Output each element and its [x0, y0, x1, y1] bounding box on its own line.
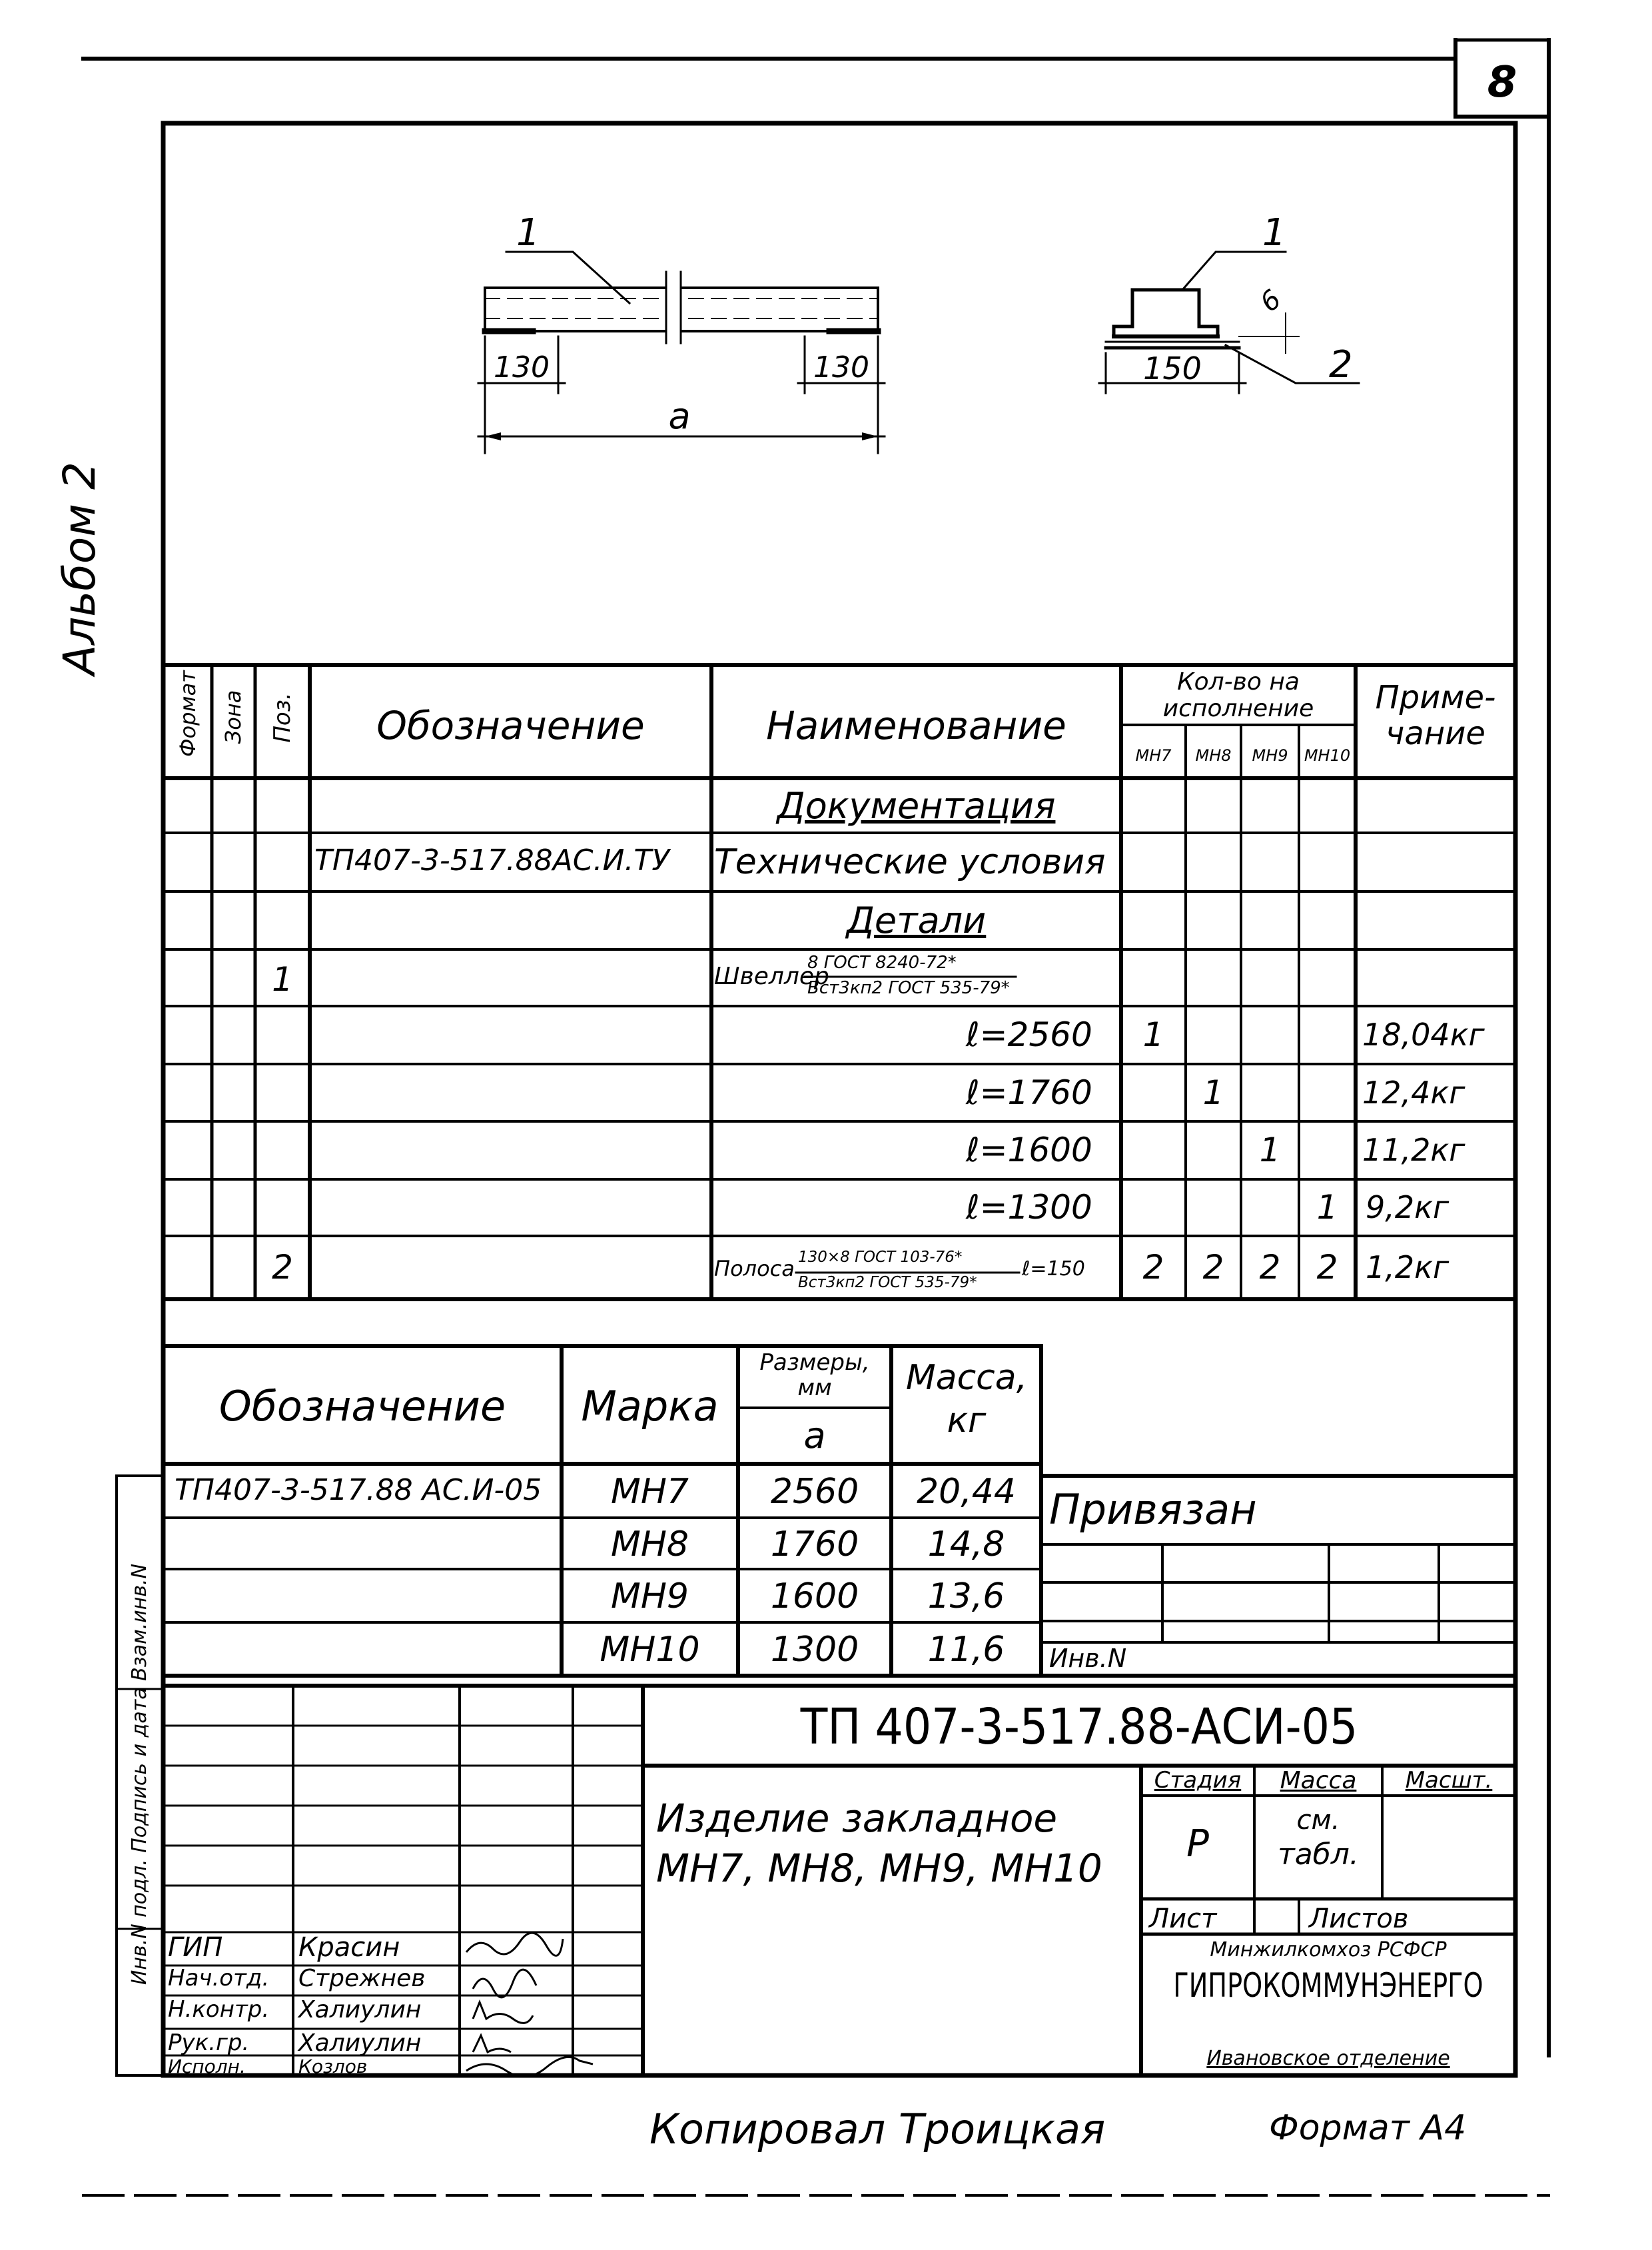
marks-header-size-sub: a	[803, 1414, 826, 1456]
scale-label: Масшт.	[1405, 1767, 1493, 1794]
spec-row-1-name: Технические условия	[714, 842, 1106, 882]
org-line1: Минжилкомхоз РСФСР	[1210, 1938, 1447, 1962]
privyazan-label: Привязан	[1049, 1485, 1257, 1534]
marks-header-mark: Марка	[581, 1382, 719, 1430]
spec-header-qty-group: Кол-во на исполнение	[1162, 668, 1314, 722]
spec-row-8-q4: 2	[1316, 1248, 1338, 1287]
spec-row-8-q1: 2	[1142, 1248, 1164, 1287]
marks-row-2-mass: 13,6	[927, 1576, 1005, 1616]
sheet-label: Лист	[1149, 1904, 1217, 1934]
spec-header-note: Приме-чание	[1375, 679, 1496, 752]
sheet-number: 8	[1487, 58, 1517, 107]
signer-2-name: Халиулин	[298, 1996, 422, 2023]
spec-row-3-name-den: Вст3кп2 ГОСТ 535-79*	[807, 978, 1010, 998]
spec-header-qty-mn8: МН8	[1195, 746, 1232, 765]
copied-by: Копировал Троицкая	[649, 2105, 1106, 2153]
marks-row-3-a: 1300	[770, 1630, 859, 1670]
weld-symbol: 6	[1254, 284, 1288, 318]
left-view-dim-right: 130	[813, 350, 869, 384]
marks-header-designation: Обозначение	[218, 1382, 506, 1430]
left-view-dim-left: 130	[494, 350, 550, 384]
marks-header-mass: Масса, кг	[905, 1358, 1028, 1440]
marks-row-0-a: 2560	[770, 1472, 859, 1512]
org-line3: Ивановское отделение	[1206, 2047, 1450, 2070]
spec-row-7-name: ℓ=1300	[966, 1188, 1092, 1227]
marks-row-0-mark: МН7	[610, 1472, 689, 1512]
spec-row-8-q3: 2	[1259, 1248, 1281, 1287]
inv-label: Инв.N	[1049, 1644, 1127, 1673]
marks-row-2-a: 1600	[770, 1576, 859, 1616]
signer-1-role: Нач.отд.	[168, 1965, 270, 1991]
marks-row-1-mass: 14,8	[927, 1524, 1005, 1564]
spec-row-8-pos: 2	[272, 1248, 293, 1287]
marks-row-2-mark: МН9	[610, 1576, 689, 1616]
spec-row-8-q2: 2	[1202, 1248, 1224, 1287]
doc-code: ТП 407-3-517.88-АСИ-05	[800, 1698, 1358, 1756]
signer-4-name: Козлов	[298, 2055, 368, 2077]
spec-header-qty-mn10: МН10	[1304, 746, 1351, 765]
spec-header-pos: Поз.	[269, 692, 296, 743]
left-view-dim-total: a	[668, 395, 691, 437]
mass-value-1: см.	[1296, 1805, 1340, 1836]
signer-3-name: Халиулин	[298, 2029, 422, 2057]
format-label: Формат А4	[1269, 2108, 1467, 2148]
spec-row-8-name: Полоса	[714, 1256, 795, 1281]
spec-row-6-name: ℓ=1600	[966, 1131, 1092, 1169]
doc-title-line1: Изделие закладное	[656, 1796, 1058, 1841]
signer-3-role: Рук.гр.	[168, 2029, 250, 2056]
spec-row-4-note: 18,04кг	[1362, 1017, 1485, 1053]
marks-row-1-a: 1760	[770, 1524, 859, 1564]
marks-row-3-mass: 11,6	[927, 1630, 1005, 1670]
marks-header-size: Размеры, мм	[759, 1349, 870, 1401]
right-view-dim-width: 150	[1143, 350, 1202, 386]
spec-row-7-q4: 1	[1316, 1188, 1338, 1227]
spec-row-5-q2: 1	[1202, 1073, 1224, 1112]
marks-row-1-mark: МН8	[610, 1524, 689, 1564]
album-label: Альбом 2	[54, 461, 105, 676]
stage-label: Стадия	[1154, 1767, 1242, 1794]
spec-row-8-name-den: Вст3кп2 ГОСТ 535-79*	[798, 1274, 977, 1291]
signer-0-role: ГИП	[168, 1932, 223, 1963]
spec-header-format: Формат	[175, 670, 201, 757]
spec-row-3-name-num: 8 ГОСТ 8240-72*	[807, 953, 957, 973]
mass-label: Масса	[1280, 1767, 1357, 1794]
signer-2-role: Н.контр.	[168, 1996, 270, 2023]
right-view-pos-label-top: 1	[1262, 211, 1286, 255]
spec-row-0-name: Документация	[777, 785, 1056, 827]
spec-header-designation: Обозначение	[376, 703, 645, 748]
spec-header-qty-mn9: МН9	[1252, 746, 1288, 765]
marks-row-0-mass: 20,44	[917, 1472, 1016, 1512]
left-view-pos-label: 1	[516, 211, 540, 255]
spec-row-8-name-num: 130×8 ГОСТ 103-76*	[798, 1249, 963, 1266]
spec-row-5-name: ℓ=1760	[966, 1073, 1092, 1112]
spec-row-8-note: 1,2кг	[1366, 1249, 1449, 1285]
signer-1-name: Стрежнев	[298, 1965, 426, 1992]
org-line2: ГИПРОКОММУНЭНЕРГО	[1173, 1966, 1483, 2005]
spec-row-4-q1: 1	[1142, 1015, 1164, 1054]
spec-row-2-name: Детали	[846, 899, 987, 941]
spec-row-3-pos: 1	[272, 960, 293, 999]
spec-row-6-q3: 1	[1259, 1131, 1281, 1169]
spec-row-3-name: Швеллер	[714, 963, 829, 990]
spec-row-6-note: 11,2кг	[1362, 1132, 1465, 1168]
right-view-pos-label-bottom: 2	[1329, 343, 1353, 386]
spec-header-qty-mn7: МН7	[1135, 746, 1172, 765]
signer-0-name: Красин	[298, 1932, 400, 1963]
spec-row-8-name-suffix: ℓ=150	[1022, 1257, 1085, 1281]
spec-row-7-note: 9,2кг	[1366, 1189, 1449, 1225]
mass-value-2: табл.	[1278, 1838, 1359, 1872]
doc-title-line2: МН7, МН8, МН9, МН10	[656, 1846, 1102, 1891]
stage-value: Р	[1186, 1822, 1209, 1866]
spec-header-zone: Зона	[220, 690, 246, 744]
marks-row-0-designation: ТП407-3-517.88 АС.И-05	[175, 1473, 542, 1507]
signer-4-role: Исполн.	[168, 2055, 246, 2077]
spec-row-4-name: ℓ=2560	[966, 1015, 1092, 1054]
marks-row-3-mark: МН10	[600, 1630, 700, 1670]
sheets-label: Листов	[1309, 1904, 1409, 1934]
spec-row-1-designation: ТП407-3-517.88АС.И.ТУ	[314, 844, 670, 877]
spec-row-5-note: 12,4кг	[1362, 1075, 1465, 1111]
spec-header-name: Наименование	[766, 703, 1066, 748]
side-strip-label: Инв.N подл. Подпись и дата Взам.инв.N	[128, 1563, 151, 1985]
